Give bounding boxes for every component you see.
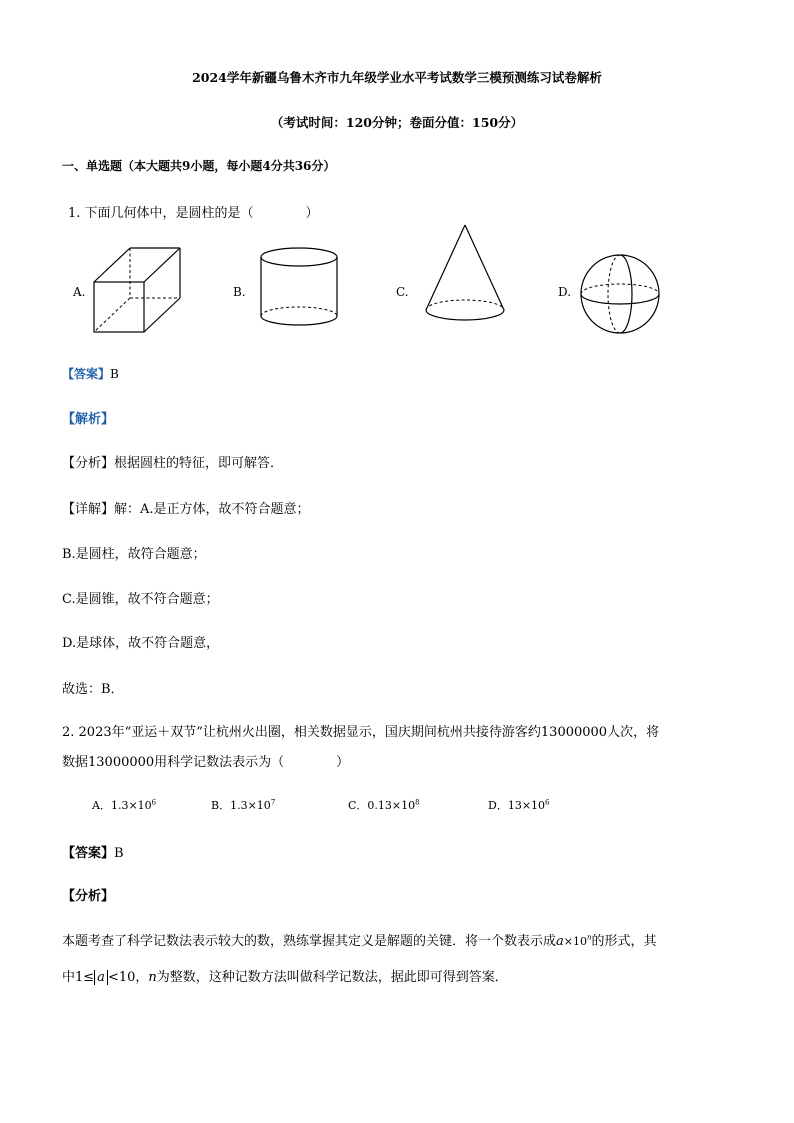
q2-option-a: A．$1.3\times 10^6$	[92, 798, 157, 812]
page-title: 2024学年新疆乌鲁木齐市九年级学业水平考试数学三模预测练习试卷解析	[192, 70, 602, 85]
choose-line: 故选：B．	[62, 682, 124, 697]
answer-tag: 【答案】	[62, 367, 111, 381]
question-2-stem-line-2: 数据13000000用科学记数法表示为（ ）	[62, 755, 350, 770]
question-2-stem-line-1: 2. 2023年“亚运＋双节”让杭州火出圈，相关数据显示，国庆期间杭州共接待游客约13000000人次，将	[62, 725, 660, 740]
question-1-stem: 1. 下面几何体中，是圆柱的是（ ）	[68, 206, 319, 221]
q2-option-c: C．$0.13\times 10^8$	[348, 798, 420, 812]
sphere-icon	[578, 252, 662, 336]
cube-icon	[92, 246, 184, 334]
detail-text: 解：A.是正方体，故不符合题意；	[114, 502, 310, 517]
analysis-line-1	[62, 452, 283, 471]
option-a-label: A.	[73, 285, 86, 299]
option-c-label: C.	[396, 285, 409, 299]
q2-answer-tag: 【答案】	[62, 846, 115, 861]
answer-value: B	[110, 367, 119, 381]
jiexi-tag: 【解析】	[62, 412, 115, 427]
cone-icon	[422, 222, 508, 326]
answer-line-1	[62, 365, 119, 382]
q2-analysis-line-2: 中1≤ a <10，n为整数，这种记数方法叫做科学记数法，据此即可得到答案．	[62, 970, 508, 985]
q2-answer-value: B	[114, 846, 124, 861]
analysis-tag: 【分析】	[62, 456, 115, 471]
q2-option-b: B．$1.3\times 10^7$	[211, 798, 276, 812]
q2-answer-line	[62, 842, 124, 861]
q2-analysis-tag: 【分析】	[62, 889, 115, 904]
analysis-text: 根据圆柱的特征，即可解答．	[114, 456, 284, 471]
detail-line-3: C.是圆锥，故不符合题意；	[62, 592, 219, 607]
section-heading: 一、单选题（本大题共9小题，每小题4分共36分）	[62, 159, 336, 173]
detail-line-2: B.是圆柱，故符合题意；	[62, 547, 206, 562]
q2-analysis-line-1: 本题考查了科学记数法表示较大的数，熟练掌握其定义是解题的关键．将一个数表示成$a\times 10^n$的形式，其	[62, 933, 657, 949]
q2-option-d: D．$13\times 10^6$	[488, 798, 550, 812]
option-b-label: B.	[233, 285, 246, 299]
option-d-label: D.	[558, 285, 572, 299]
abs-value-a: a	[94, 970, 108, 985]
page-subtitle: （考试时间：120分钟；卷面分值：150分）	[270, 115, 524, 130]
cylinder-icon	[257, 246, 341, 328]
detail-line-4: D.是球体，故不符合题意，	[62, 636, 220, 651]
detail-line-1	[62, 498, 310, 517]
detail-tag: 【详解】	[62, 502, 115, 517]
